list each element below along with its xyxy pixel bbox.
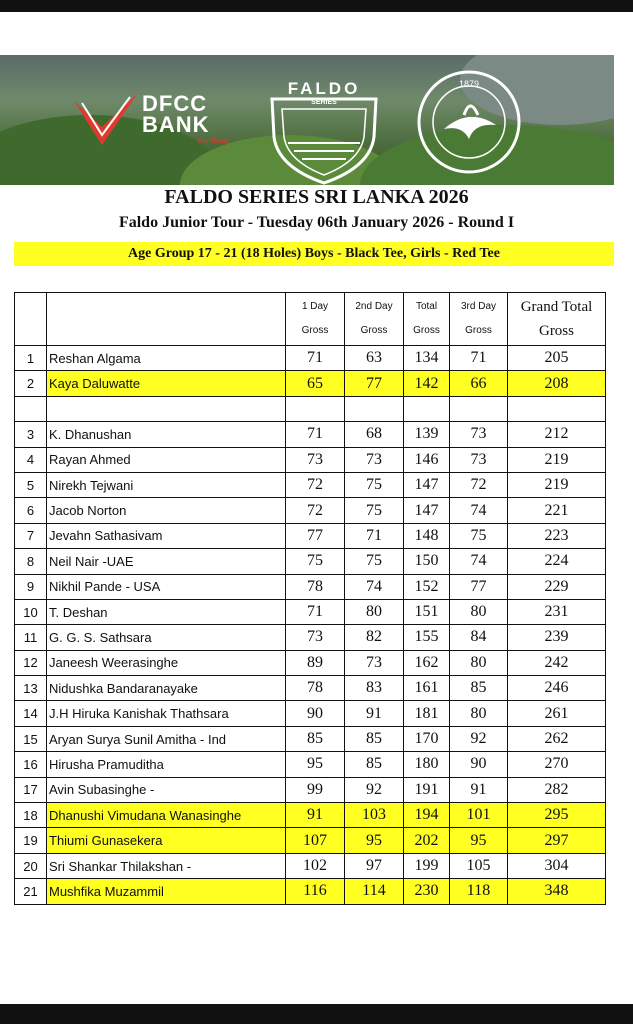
day2-score-cell: 75 xyxy=(345,549,404,574)
player-name-cell: Janeesh Weerasinghe xyxy=(47,650,286,675)
day3-score-cell: 77 xyxy=(450,574,508,599)
faldo-series-label: SERIES xyxy=(311,99,337,106)
grand-total-cell: 304 xyxy=(508,853,606,878)
day1-score-cell: 91 xyxy=(286,803,345,828)
position-cell: 18 xyxy=(15,803,47,828)
position-cell: 13 xyxy=(15,676,47,701)
total-score-cell: 199 xyxy=(404,853,450,878)
day3-score-cell: 80 xyxy=(450,599,508,624)
table-row xyxy=(15,447,606,472)
position-cell: 5 xyxy=(15,472,47,497)
day1-score-cell: 116 xyxy=(286,879,345,904)
day1-score-cell: 71 xyxy=(286,599,345,624)
day1-score-cell: 78 xyxy=(286,676,345,701)
grand-total-cell: 348 xyxy=(508,879,606,904)
day3-score-cell: 95 xyxy=(450,828,508,853)
table-row xyxy=(15,472,606,497)
player-name-cell: Nidushka Bandaranayake xyxy=(47,676,286,701)
position-cell: 10 xyxy=(15,599,47,624)
day2-score-cell: 68 xyxy=(345,422,404,447)
position-cell: 6 xyxy=(15,498,47,523)
table-row xyxy=(15,726,606,751)
day2-score-cell: 73 xyxy=(345,447,404,472)
day1-score-cell: 75 xyxy=(286,549,345,574)
day1-score-cell: 72 xyxy=(286,498,345,523)
day3-score-cell: 74 xyxy=(450,549,508,574)
day2-score-cell: 75 xyxy=(345,498,404,523)
grand-total-cell: 295 xyxy=(508,803,606,828)
total-score-cell: 202 xyxy=(404,828,450,853)
position-cell: 14 xyxy=(15,701,47,726)
day1-score-cell: 73 xyxy=(286,625,345,650)
position-cell: 2 xyxy=(15,371,47,396)
position-cell: 19 xyxy=(15,828,47,853)
top-border-bar xyxy=(0,0,633,12)
day2-score-cell: 74 xyxy=(345,574,404,599)
player-name-cell: Jevahn Sathasivam xyxy=(47,523,286,548)
day1-score-cell: 77 xyxy=(286,523,345,548)
day2-score-cell: 77 xyxy=(345,371,404,396)
day2-score-cell: 91 xyxy=(345,701,404,726)
table-row xyxy=(15,422,606,447)
table-row xyxy=(15,676,606,701)
header-blank-pos xyxy=(15,293,47,346)
position-cell: 16 xyxy=(15,752,47,777)
table-row xyxy=(15,549,606,574)
grand-total-cell: 246 xyxy=(508,676,606,701)
day3-score-cell: 75 xyxy=(450,523,508,548)
total-score-cell: 146 xyxy=(404,447,450,472)
player-name-cell: K. Dhanushan xyxy=(47,422,286,447)
player-name-cell: T. Deshan xyxy=(47,599,286,624)
grand-total-cell xyxy=(508,396,606,421)
grand-total-cell: 212 xyxy=(508,422,606,447)
player-name-cell: Jacob Norton xyxy=(47,498,286,523)
day2-score-cell: 71 xyxy=(345,523,404,548)
day1-score-cell: 65 xyxy=(286,371,345,396)
day2-score-cell: 92 xyxy=(345,777,404,802)
day3-score-cell: 74 xyxy=(450,498,508,523)
day2-score-cell: 95 xyxy=(345,828,404,853)
grand-total-cell: 223 xyxy=(508,523,606,548)
day2-score-cell: 83 xyxy=(345,676,404,701)
total-score-cell: 152 xyxy=(404,574,450,599)
faldo-wordmark: FALDO xyxy=(287,79,361,98)
dfcc-bank-wordmark: DFCC BANK xyxy=(142,91,210,137)
grand-total-cell: 282 xyxy=(508,777,606,802)
total-score-cell: 150 xyxy=(404,549,450,574)
table-row xyxy=(15,650,606,675)
day1-score-cell: 72 xyxy=(286,472,345,497)
total-score-cell: 147 xyxy=(404,498,450,523)
day3-score-cell: 73 xyxy=(450,447,508,472)
day3-score-cell xyxy=(450,396,508,421)
day3-score-cell: 118 xyxy=(450,879,508,904)
day3-score-cell: 71 xyxy=(450,346,508,371)
player-name-cell: Nirekh Tejwani xyxy=(47,472,286,497)
club-year: 1879 xyxy=(458,79,480,89)
player-name-cell xyxy=(47,396,286,421)
position-cell: 1 xyxy=(15,346,47,371)
player-name-cell: Kaya Daluwatte xyxy=(47,371,286,396)
grand-total-cell: 297 xyxy=(508,828,606,853)
day3-score-cell: 91 xyxy=(450,777,508,802)
table-row xyxy=(15,625,606,650)
day2-score-cell xyxy=(345,396,404,421)
day1-score-cell: 78 xyxy=(286,574,345,599)
header-total: Total Gross xyxy=(404,293,450,346)
table-row xyxy=(15,879,606,904)
player-name-cell: Aryan Surya Sunil Amitha - Ind xyxy=(47,726,286,751)
day1-score-cell: 71 xyxy=(286,346,345,371)
player-name-cell: Thiumi Gunasekera xyxy=(47,828,286,853)
table-header-row xyxy=(15,293,606,346)
day1-score-cell: 102 xyxy=(286,853,345,878)
day1-score-cell: 90 xyxy=(286,701,345,726)
day3-score-cell: 84 xyxy=(450,625,508,650)
position-cell: 7 xyxy=(15,523,47,548)
total-score-cell: 142 xyxy=(404,371,450,396)
player-name-cell: G. G. S. Sathsara xyxy=(47,625,286,650)
position-cell: 9 xyxy=(15,574,47,599)
day3-score-cell: 73 xyxy=(450,422,508,447)
position-cell: 3 xyxy=(15,422,47,447)
table-row xyxy=(15,574,606,599)
total-score-cell: 161 xyxy=(404,676,450,701)
player-name-cell: Dhanushi Vimudana Wanasinghe xyxy=(47,803,286,828)
day3-score-cell: 66 xyxy=(450,371,508,396)
header-day2: 2nd Day Gross xyxy=(345,293,404,346)
bottom-border-bar xyxy=(0,1004,633,1024)
table-row xyxy=(15,803,606,828)
position-cell: 21 xyxy=(15,879,47,904)
day3-score-cell: 92 xyxy=(450,726,508,751)
grand-total-cell: 205 xyxy=(508,346,606,371)
total-score-cell: 194 xyxy=(404,803,450,828)
day3-score-cell: 85 xyxy=(450,676,508,701)
day2-score-cell: 82 xyxy=(345,625,404,650)
header-day3: 3rd Day Gross xyxy=(450,293,508,346)
total-score-cell xyxy=(404,396,450,421)
position-cell: 20 xyxy=(15,853,47,878)
total-score-cell: 147 xyxy=(404,472,450,497)
day2-score-cell: 97 xyxy=(345,853,404,878)
grand-total-cell: 262 xyxy=(508,726,606,751)
player-name-cell: Neil Nair -UAE xyxy=(47,549,286,574)
day2-score-cell: 80 xyxy=(345,599,404,624)
grand-total-cell: 229 xyxy=(508,574,606,599)
position-cell xyxy=(15,396,47,421)
day2-score-cell: 75 xyxy=(345,472,404,497)
position-cell: 11 xyxy=(15,625,47,650)
results-table xyxy=(14,292,606,905)
table-row xyxy=(15,828,606,853)
table-row xyxy=(15,523,606,548)
total-score-cell: 230 xyxy=(404,879,450,904)
day2-score-cell: 85 xyxy=(345,752,404,777)
table-row xyxy=(15,599,606,624)
day1-score-cell: 99 xyxy=(286,777,345,802)
grand-total-cell: 231 xyxy=(508,599,606,624)
event-subtitle: Faldo Junior Tour - Tuesday 06th January 2026 - Round I xyxy=(118,214,515,231)
total-score-cell: 180 xyxy=(404,752,450,777)
day1-score-cell: 95 xyxy=(286,752,345,777)
day3-score-cell: 72 xyxy=(450,472,508,497)
total-score-cell: 139 xyxy=(404,422,450,447)
total-score-cell: 191 xyxy=(404,777,450,802)
table-row xyxy=(15,371,606,396)
total-score-cell: 181 xyxy=(404,701,450,726)
grand-total-cell: 208 xyxy=(508,371,606,396)
player-name-cell: Nikhil Pande - USA xyxy=(47,574,286,599)
day2-score-cell: 85 xyxy=(345,726,404,751)
grand-total-cell: 270 xyxy=(508,752,606,777)
table-row xyxy=(15,498,606,523)
header-blank-name xyxy=(47,293,286,346)
player-name-cell: Sri Shankar Thilakshan - xyxy=(47,853,286,878)
total-score-cell: 162 xyxy=(404,650,450,675)
position-cell: 8 xyxy=(15,549,47,574)
player-name-cell: Hirusha Pramuditha xyxy=(47,752,286,777)
grand-total-cell: 221 xyxy=(508,498,606,523)
day1-score-cell xyxy=(286,396,345,421)
day2-score-cell: 114 xyxy=(345,879,404,904)
position-cell: 4 xyxy=(15,447,47,472)
grand-total-cell: 219 xyxy=(508,472,606,497)
day2-score-cell: 63 xyxy=(345,346,404,371)
day1-score-cell: 89 xyxy=(286,650,345,675)
total-score-cell: 151 xyxy=(404,599,450,624)
grand-total-cell: 224 xyxy=(508,549,606,574)
table-row xyxy=(15,701,606,726)
age-group-banner: Age Group 17 - 21 (18 Holes) Boys - Black Tee, Girls - Red Tee xyxy=(14,242,614,266)
grand-total-cell: 242 xyxy=(508,650,606,675)
day3-score-cell: 105 xyxy=(450,853,508,878)
player-name-cell: Rayan Ahmed xyxy=(47,447,286,472)
day3-score-cell: 90 xyxy=(450,752,508,777)
total-score-cell: 170 xyxy=(404,726,450,751)
table-row xyxy=(15,777,606,802)
total-score-cell: 155 xyxy=(404,625,450,650)
table-row xyxy=(15,346,606,371)
header-day1: 1 Day Gross xyxy=(286,293,345,346)
grand-total-cell: 261 xyxy=(508,701,606,726)
day1-score-cell: 73 xyxy=(286,447,345,472)
page-title: FALDO SERIES SRI LANKA 2026 xyxy=(164,186,469,208)
day1-score-cell: 107 xyxy=(286,828,345,853)
day2-score-cell: 103 xyxy=(345,803,404,828)
table-row xyxy=(15,396,606,421)
table-row xyxy=(15,752,606,777)
player-name-cell: Avin Subasinghe - xyxy=(47,777,286,802)
grand-total-cell: 239 xyxy=(508,625,606,650)
royal-colombo-golf-club-crest xyxy=(414,67,524,177)
dfcc-tagline: For Today xyxy=(198,138,229,145)
player-name-cell: J.H Hiruka Kanishak Thathsara xyxy=(47,701,286,726)
day1-score-cell: 71 xyxy=(286,422,345,447)
total-score-cell: 134 xyxy=(404,346,450,371)
grand-total-cell: 219 xyxy=(508,447,606,472)
position-cell: 15 xyxy=(15,726,47,751)
sponsor-banner xyxy=(0,55,614,185)
player-name-cell: Reshan Algama xyxy=(47,346,286,371)
day1-score-cell: 85 xyxy=(286,726,345,751)
table-row xyxy=(15,853,606,878)
position-cell: 12 xyxy=(15,650,47,675)
day2-score-cell: 73 xyxy=(345,650,404,675)
position-cell: 17 xyxy=(15,777,47,802)
total-score-cell: 148 xyxy=(404,523,450,548)
day3-score-cell: 101 xyxy=(450,803,508,828)
header-grand-total: Grand Total Gross xyxy=(508,293,606,346)
day3-score-cell: 80 xyxy=(450,650,508,675)
player-name-cell: Mushfika Muzammil xyxy=(47,879,286,904)
day3-score-cell: 80 xyxy=(450,701,508,726)
